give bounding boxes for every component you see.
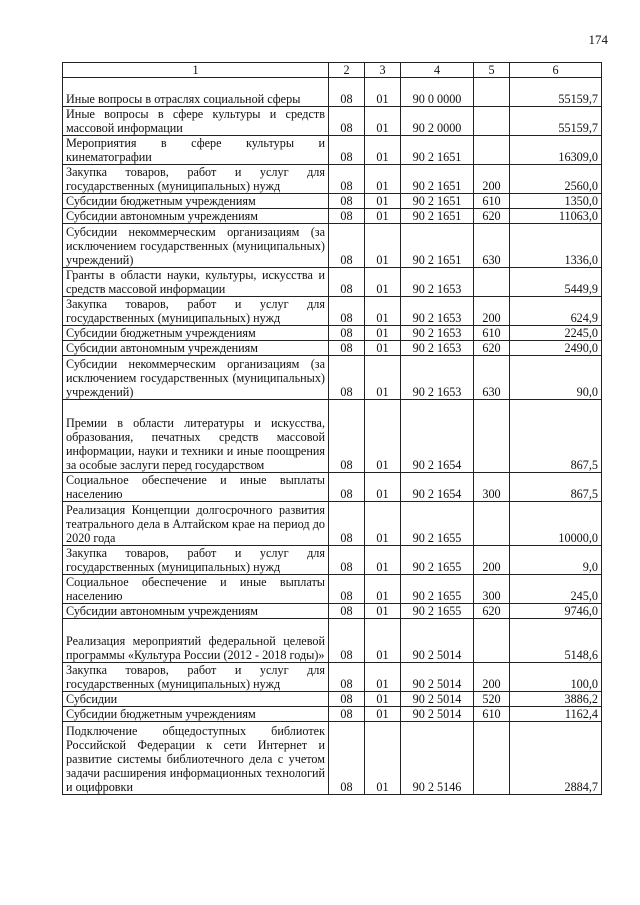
target-article-code-cell: 90 2 1655 xyxy=(401,546,474,575)
table-row xyxy=(63,326,602,341)
item-name-cell: Подключение общедоступных библиотек Российской Федерации к сети Интернет и развитие системы библиотечного дела с учетом задачи расширения информационных технологий и оцифровки xyxy=(63,722,329,795)
amount-cell: 1162,4 xyxy=(510,707,602,722)
column-header-6: 6 xyxy=(510,63,602,78)
target-article-code-cell: 90 2 1651 xyxy=(401,136,474,165)
subsection-code-cell: 01 xyxy=(365,136,401,165)
target-article-code-cell: 90 0 0000 xyxy=(401,78,474,107)
table-row xyxy=(63,297,602,326)
item-name-cell: Социальное обеспечение и иные выплаты населению xyxy=(63,473,329,502)
expense-type-code-cell xyxy=(474,502,510,546)
table-row xyxy=(63,78,602,107)
column-header-3: 3 xyxy=(365,63,401,78)
table-row xyxy=(63,107,602,136)
item-name-cell: Реализация мероприятий федеральной целевой программы «Культура России (2012 - 2018 годы)» xyxy=(63,619,329,663)
expense-type-code-cell: 610 xyxy=(474,707,510,722)
expense-type-code-cell: 610 xyxy=(474,194,510,209)
item-name-cell: Гранты в области науки, культуры, искусства и средств массовой информации xyxy=(63,268,329,297)
item-name-cell: Субсидии некоммерческим организациям (за исключением государственных (муниципальных) учреждений) xyxy=(63,224,329,268)
table-row xyxy=(63,604,602,619)
amount-cell: 9,0 xyxy=(510,546,602,575)
section-code-cell: 08 xyxy=(329,400,365,473)
subsection-code-cell: 01 xyxy=(365,224,401,268)
amount-cell: 90,0 xyxy=(510,356,602,400)
amount-cell: 245,0 xyxy=(510,575,602,604)
expense-type-code-cell: 200 xyxy=(474,297,510,326)
target-article-code-cell: 90 2 1653 xyxy=(401,341,474,356)
section-code-cell: 08 xyxy=(329,356,365,400)
subsection-code-cell: 01 xyxy=(365,473,401,502)
table-row xyxy=(63,575,602,604)
item-name-cell: Закупка товаров, работ и услуг для государственных (муниципальных) нужд xyxy=(63,546,329,575)
table-row xyxy=(63,194,602,209)
section-code-cell: 08 xyxy=(329,604,365,619)
expense-type-code-cell xyxy=(474,400,510,473)
expense-type-code-cell: 630 xyxy=(474,224,510,268)
subsection-code-cell: 01 xyxy=(365,502,401,546)
item-name-cell: Субсидии бюджетным учреждениям xyxy=(63,326,329,341)
table-row xyxy=(63,722,602,795)
table-row xyxy=(63,619,602,663)
amount-cell: 9746,0 xyxy=(510,604,602,619)
amount-cell: 11063,0 xyxy=(510,209,602,224)
subsection-code-cell: 01 xyxy=(365,707,401,722)
expense-type-code-cell: 300 xyxy=(474,575,510,604)
amount-cell: 624,9 xyxy=(510,297,602,326)
subsection-code-cell: 01 xyxy=(365,546,401,575)
table-row xyxy=(63,268,602,297)
page-number: 174 xyxy=(588,32,608,47)
subsection-code-cell: 01 xyxy=(365,165,401,194)
table-row xyxy=(63,224,602,268)
table-row xyxy=(63,546,602,575)
item-name-cell: Иные вопросы в отраслях социальной сферы xyxy=(63,78,329,107)
section-code-cell: 08 xyxy=(329,297,365,326)
target-article-code-cell: 90 2 1655 xyxy=(401,604,474,619)
subsection-code-cell: 01 xyxy=(365,326,401,341)
item-name-cell: Закупка товаров, работ и услуг для государственных (муниципальных) нужд xyxy=(63,297,329,326)
target-article-code-cell: 90 2 0000 xyxy=(401,107,474,136)
table-row xyxy=(63,400,602,473)
amount-cell: 2490,0 xyxy=(510,341,602,356)
target-article-code-cell: 90 2 1651 xyxy=(401,209,474,224)
target-article-code-cell: 90 2 5014 xyxy=(401,707,474,722)
section-code-cell: 08 xyxy=(329,326,365,341)
amount-cell: 16309,0 xyxy=(510,136,602,165)
table-row xyxy=(63,356,602,400)
item-name-cell: Субсидии автономным учреждениям xyxy=(63,209,329,224)
item-name-cell: Иные вопросы в сфере культуры и средств массовой информации xyxy=(63,107,329,136)
subsection-code-cell: 01 xyxy=(365,356,401,400)
header-row xyxy=(63,63,602,78)
subsection-code-cell: 01 xyxy=(365,78,401,107)
expense-type-code-cell: 620 xyxy=(474,209,510,224)
target-article-code-cell: 90 2 1654 xyxy=(401,400,474,473)
amount-cell: 55159,7 xyxy=(510,78,602,107)
amount-cell: 1336,0 xyxy=(510,224,602,268)
expense-type-code-cell: 200 xyxy=(474,165,510,194)
subsection-code-cell: 01 xyxy=(365,194,401,209)
item-name-cell: Субсидии некоммерческим организациям (за исключением государственных (муниципальных) учреждений) xyxy=(63,356,329,400)
target-article-code-cell: 90 2 1653 xyxy=(401,297,474,326)
section-code-cell: 08 xyxy=(329,341,365,356)
expense-type-code-cell xyxy=(474,136,510,165)
amount-cell: 2245,0 xyxy=(510,326,602,341)
expense-type-code-cell: 520 xyxy=(474,692,510,707)
column-header-1: 1 xyxy=(63,63,329,78)
subsection-code-cell: 01 xyxy=(365,107,401,136)
section-code-cell: 08 xyxy=(329,473,365,502)
item-name-cell: Социальное обеспечение и иные выплаты населению xyxy=(63,575,329,604)
item-name-cell: Закупка товаров, работ и услуг для государственных (муниципальных) нужд xyxy=(63,165,329,194)
table-row xyxy=(63,136,602,165)
table-row xyxy=(63,502,602,546)
expense-type-code-cell: 630 xyxy=(474,356,510,400)
amount-cell: 100,0 xyxy=(510,663,602,692)
amount-cell: 1350,0 xyxy=(510,194,602,209)
column-header-5: 5 xyxy=(474,63,510,78)
expense-type-code-cell: 300 xyxy=(474,473,510,502)
target-article-code-cell: 90 2 1653 xyxy=(401,268,474,297)
section-code-cell: 08 xyxy=(329,663,365,692)
subsection-code-cell: 01 xyxy=(365,297,401,326)
column-header-4: 4 xyxy=(401,63,474,78)
table-row xyxy=(63,692,602,707)
amount-cell: 5148,6 xyxy=(510,619,602,663)
section-code-cell: 08 xyxy=(329,224,365,268)
expense-type-code-cell xyxy=(474,722,510,795)
target-article-code-cell: 90 2 1651 xyxy=(401,194,474,209)
expense-type-code-cell xyxy=(474,107,510,136)
subsection-code-cell: 01 xyxy=(365,619,401,663)
item-name-cell: Закупка товаров, работ и услуг для государственных (муниципальных) нужд xyxy=(63,663,329,692)
table-body xyxy=(63,78,602,795)
subsection-code-cell: 01 xyxy=(365,604,401,619)
target-article-code-cell: 90 2 1653 xyxy=(401,326,474,341)
section-code-cell: 08 xyxy=(329,194,365,209)
item-name-cell: Субсидии бюджетным учреждениям xyxy=(63,707,329,722)
item-name-cell: Реализация Концепции долгосрочного развития театрального дела в Алтайском крае на период до 2020 года xyxy=(63,502,329,546)
section-code-cell: 08 xyxy=(329,722,365,795)
table-row xyxy=(63,165,602,194)
target-article-code-cell: 90 2 1655 xyxy=(401,502,474,546)
item-name-cell: Премии в области литературы и искусства, образования, печатных средств массовой информации, науки и техники и иные поощрения за особые заслуги перед государством xyxy=(63,400,329,473)
target-article-code-cell: 90 2 5014 xyxy=(401,619,474,663)
column-header-2: 2 xyxy=(329,63,365,78)
item-name-cell: Мероприятия в сфере культуры и кинематографии xyxy=(63,136,329,165)
item-name-cell: Субсидии автономным учреждениям xyxy=(63,341,329,356)
amount-cell: 2884,7 xyxy=(510,722,602,795)
expense-type-code-cell xyxy=(474,78,510,107)
expense-type-code-cell xyxy=(474,619,510,663)
target-article-code-cell: 90 2 1655 xyxy=(401,575,474,604)
target-article-code-cell: 90 2 1654 xyxy=(401,473,474,502)
section-code-cell: 08 xyxy=(329,78,365,107)
expense-type-code-cell: 200 xyxy=(474,546,510,575)
table-row xyxy=(63,707,602,722)
section-code-cell: 08 xyxy=(329,692,365,707)
section-code-cell: 08 xyxy=(329,165,365,194)
subsection-code-cell: 01 xyxy=(365,692,401,707)
amount-cell: 867,5 xyxy=(510,473,602,502)
item-name-cell: Субсидии xyxy=(63,692,329,707)
amount-cell: 55159,7 xyxy=(510,107,602,136)
target-article-code-cell: 90 2 1651 xyxy=(401,165,474,194)
table-row xyxy=(63,341,602,356)
expense-type-code-cell: 200 xyxy=(474,663,510,692)
expense-type-code-cell: 620 xyxy=(474,341,510,356)
section-code-cell: 08 xyxy=(329,268,365,297)
table-row xyxy=(63,473,602,502)
section-code-cell: 08 xyxy=(329,707,365,722)
section-code-cell: 08 xyxy=(329,107,365,136)
section-code-cell: 08 xyxy=(329,502,365,546)
section-code-cell: 08 xyxy=(329,575,365,604)
table-row xyxy=(63,663,602,692)
subsection-code-cell: 01 xyxy=(365,400,401,473)
target-article-code-cell: 90 2 5014 xyxy=(401,692,474,707)
amount-cell: 3886,2 xyxy=(510,692,602,707)
subsection-code-cell: 01 xyxy=(365,575,401,604)
target-article-code-cell: 90 2 5146 xyxy=(401,722,474,795)
amount-cell: 10000,0 xyxy=(510,502,602,546)
subsection-code-cell: 01 xyxy=(365,209,401,224)
amount-cell: 5449,9 xyxy=(510,268,602,297)
item-name-cell: Субсидии бюджетным учреждениям xyxy=(63,194,329,209)
subsection-code-cell: 01 xyxy=(365,341,401,356)
amount-cell: 867,5 xyxy=(510,400,602,473)
item-name-cell: Субсидии автономным учреждениям xyxy=(63,604,329,619)
target-article-code-cell: 90 2 1653 xyxy=(401,356,474,400)
target-article-code-cell: 90 2 1651 xyxy=(401,224,474,268)
target-article-code-cell: 90 2 5014 xyxy=(401,663,474,692)
subsection-code-cell: 01 xyxy=(365,268,401,297)
section-code-cell: 08 xyxy=(329,546,365,575)
expense-type-code-cell: 610 xyxy=(474,326,510,341)
section-code-cell: 08 xyxy=(329,619,365,663)
section-code-cell: 08 xyxy=(329,209,365,224)
table-row xyxy=(63,209,602,224)
budget-table xyxy=(62,62,602,795)
section-code-cell: 08 xyxy=(329,136,365,165)
expense-type-code-cell xyxy=(474,268,510,297)
expense-type-code-cell: 620 xyxy=(474,604,510,619)
subsection-code-cell: 01 xyxy=(365,722,401,795)
amount-cell: 2560,0 xyxy=(510,165,602,194)
subsection-code-cell: 01 xyxy=(365,663,401,692)
